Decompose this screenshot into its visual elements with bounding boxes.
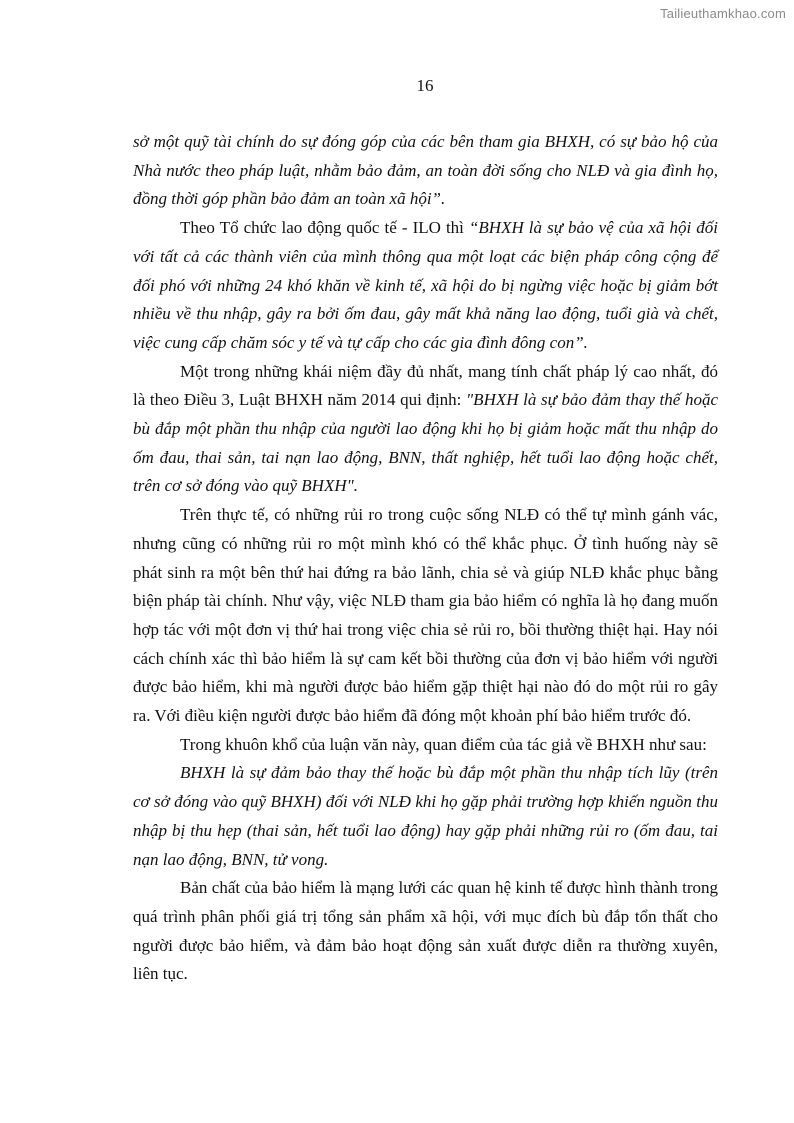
paragraph-law-definition: [133, 358, 718, 502]
paragraph-nature-of-insurance: Bản chất của bảo hiểm là mạng lưới các quan hệ kinh tế được hình thành trong quá trình phân phối giá trị tổng sản phẩm xã hội, với mục đích bù đắp tổn thất cho người được bảo hiểm, và đảm bảo hoạt động sản xuất được diễn ra thường xuyên, liên tục.: [133, 878, 718, 984]
italic-quote: sở một quỹ tài chính do sự đóng góp của các bên tham gia BHXH, có sự bảo hộ của Nhà nước theo pháp luật, nhằm bảo đảm, an toàn đời sống cho NLĐ và gia đình họ, đồng thời góp phần bảo đảm an toàn xã hội”.: [133, 132, 718, 209]
paragraph-lead: Theo Tổ chức lao động quốc tế - ILO thì: [180, 218, 469, 238]
page-number: 16: [416, 76, 434, 95]
paragraph-lead: Một trong những khái niệm đầy đủ nhất, mang tính chất pháp lý cao nhất, đó là theo Điều 3, Luật BHXH năm 2014 qui định:: [133, 361, 718, 410]
italic-quote: "BHXH là sự bảo đảm thay thế hoặc bù đắp một phần thu nhập của người lao động khi họ bị giảm hoặc mất thu nhập do ốm đau, thai sản, tai nạn lao động, BNN, thất nghiệp, hết tuổi lao động hoặc chết, trên cơ sở đóng vào quỹ BHXH".: [133, 390, 718, 496]
paragraph-in-practice: Trên thực tế, có những rủi ro trong cuộc sống NLĐ có thể tự mình gánh vác, nhưng cũng có những rủi ro một mình khó có thể khắc phục. Ở tình huống này sẽ phát sinh ra một bên thứ hai đứng ra bảo lãnh, chia sẻ và giúp NLĐ khắc phục bằng biện pháp tài chính. Như vậy, việc NLĐ tham gia bảo hiểm có nghĩa là họ đang muốn hợp tác với một đơn vị thứ hai trong việc chia sẻ rủi ro, bồi thường thiệt hại. Hay nói cách chính xác thì bảo hiểm là sự cam kết bồi thường của đơn vị bảo hiểm với người được bảo hiểm, khi mà người được bảo hiểm gặp thiệt hại nào đó do một rủi ro gây ra. Với điều kiện người được bảo hiểm đã đóng một khoản phí bảo hiểm trước đó.: [133, 505, 718, 726]
document-body: [133, 128, 718, 989]
italic-quote: BHXH là sự đảm bảo thay thế hoặc bù đắp một phần thu nhập tích lũy (trên cơ sở đóng vào quỹ BHXH) đối với NLĐ khi họ gặp phải trường hợp khiến nguồn thu nhập bị thu hẹp (thai sản, hết tuổi lao động) hay gặp phải những rủi ro (ốm đau, tai nạn lao động, BNN, tử vong.: [133, 763, 718, 869]
italic-quote: “BHXH là sự bảo vệ của xã hội đối với tất cả các thành viên của mình thông qua một loạt các biện pháp công cộng để đối phó với những 24 khó khăn về kinh tế, xã hội do bị ngừng việc hoặc bị giảm bớt nhiều về thu nhập, gây ra bởi ốm đau, gây mất khả năng lao động, tuổi già và chết, việc cung cấp chăm sóc y tế và tự cấp cho các gia đình đông con”.: [133, 218, 718, 352]
paragraph-continuation: [133, 128, 718, 214]
paragraph-author-definition: [133, 759, 718, 874]
paragraph-ilo-definition: [133, 214, 718, 358]
paragraph-author-view-intro: Trong khuôn khổ của luận văn này, quan điểm của tác giả về BHXH như sau:: [180, 734, 707, 754]
watermark-text: Tailieuthamkhao.com: [660, 6, 786, 21]
